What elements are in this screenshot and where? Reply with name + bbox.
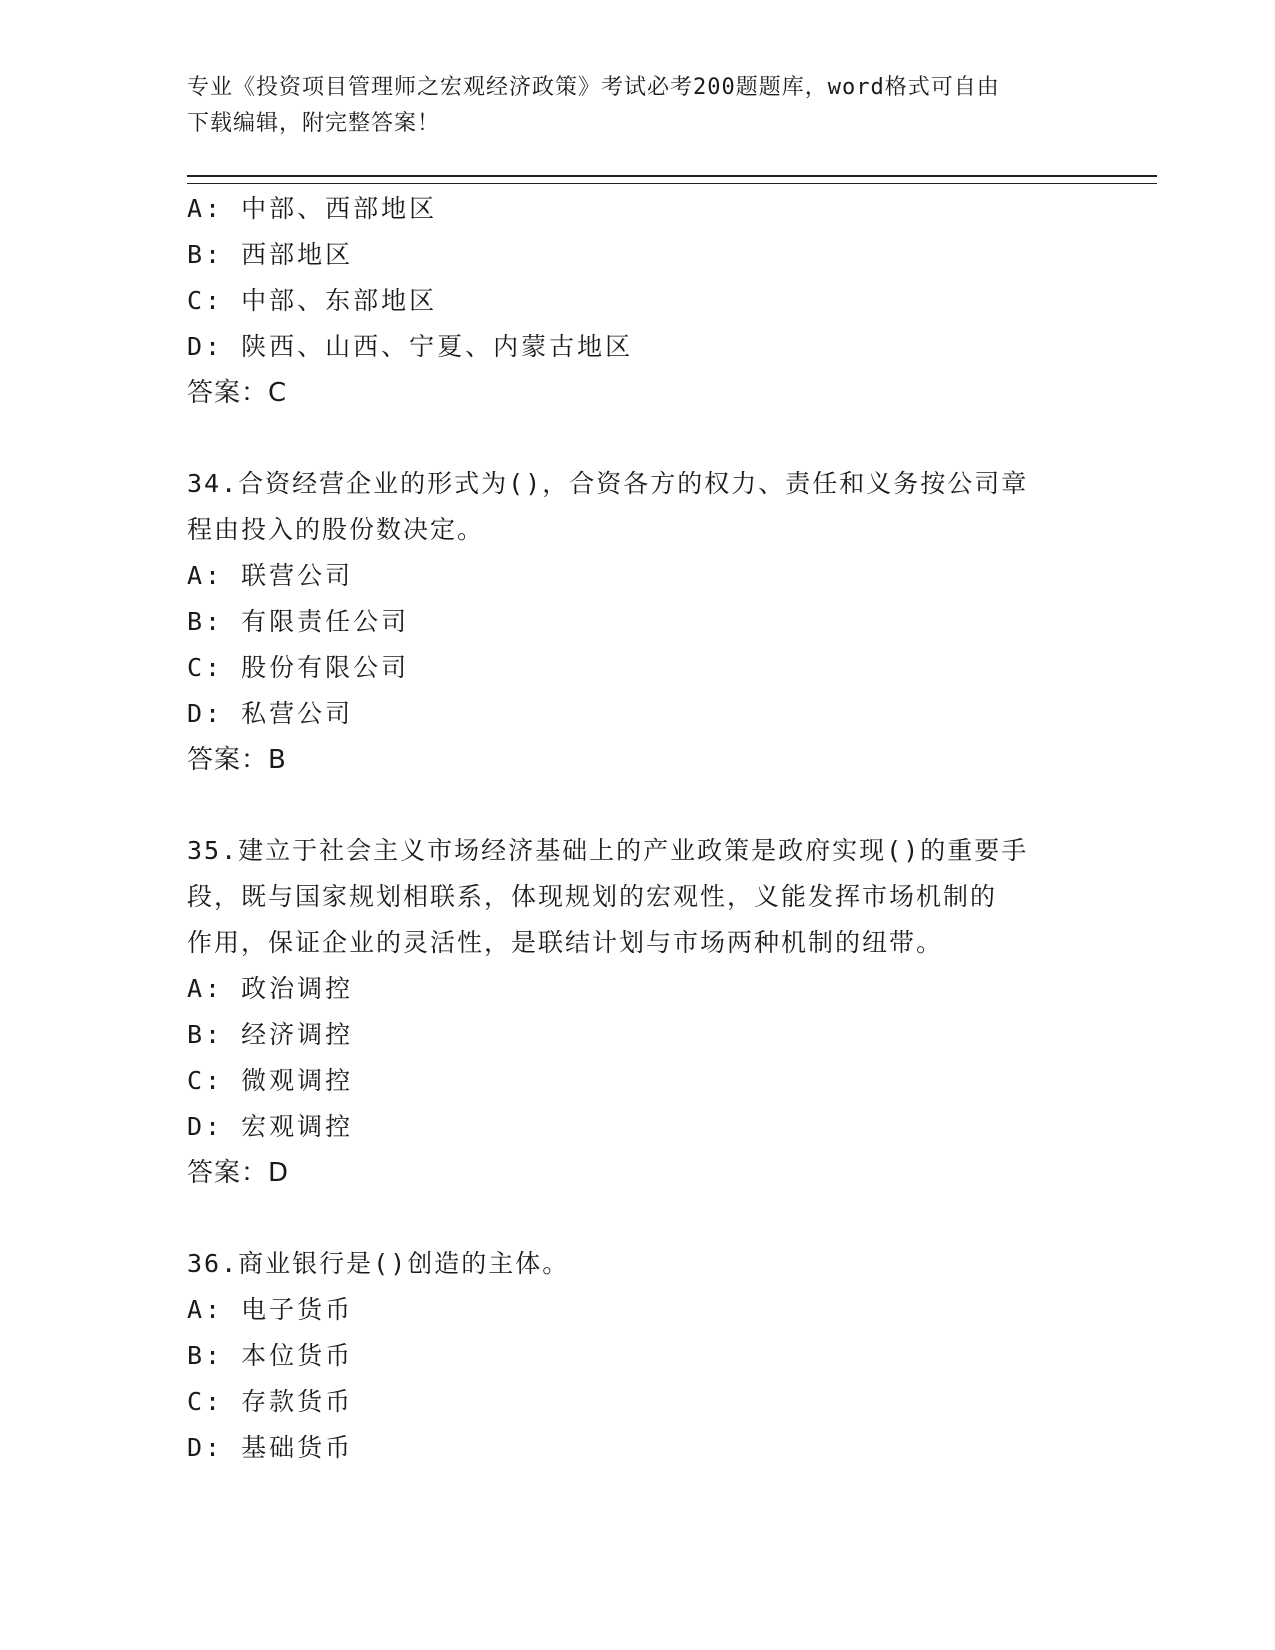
question-stem: 35.建立于社会主义市场经济基础上的产业政策是政府实现()的重要手 — [187, 836, 1029, 865]
option-c: C: 微观调控 — [187, 1066, 354, 1095]
option-d: D: 私营公司 — [187, 699, 354, 728]
option-d: D: 陕西、山西、宁夏、内蒙古地区 — [187, 332, 634, 361]
question-stem: 段，既与国家规划相联系，体现规划的宏观性，义能发挥市场机制的 — [187, 882, 998, 911]
question-stem: 作用，保证企业的灵活性，是联结计划与市场两种机制的纽带。 — [187, 928, 944, 957]
question-list — [187, 186, 1087, 1471]
question-stem: 36.商业银行是()创造的主体。 — [187, 1249, 570, 1278]
question-stem: 程由投入的股份数决定。 — [187, 515, 485, 544]
option-b: B: 本位货币 — [187, 1341, 354, 1370]
option-c: C: 中部、东部地区 — [187, 286, 438, 315]
document-header — [187, 70, 1077, 142]
answer: 答案：C — [187, 378, 288, 408]
question-34 — [187, 461, 1087, 783]
question-33 — [187, 186, 1087, 416]
answer: 答案：B — [187, 745, 287, 775]
option-a: A: 政治调控 — [187, 974, 354, 1003]
question-stem: 34.合资经营企业的形式为()，合资各方的权力、责任和义务按公司章 — [187, 469, 1029, 498]
option-d: D: 宏观调控 — [187, 1112, 354, 1141]
header-divider — [187, 175, 1157, 184]
option-a: A: 中部、西部地区 — [187, 194, 438, 223]
option-b: B: 有限责任公司 — [187, 607, 410, 636]
option-b: B: 经济调控 — [187, 1020, 354, 1049]
option-a: A: 电子货币 — [187, 1295, 354, 1324]
header-line-2: 下载编辑，附完整答案！ — [187, 111, 441, 136]
question-35 — [187, 828, 1087, 1196]
option-a: A: 联营公司 — [187, 561, 354, 590]
answer: 答案：D — [187, 1158, 290, 1188]
header-line-1: 专业《投资项目管理师之宏观经济政策》考试必考200题题库，word格式可自由 — [187, 75, 1000, 100]
question-36 — [187, 1241, 1087, 1471]
option-d: D: 基础货币 — [187, 1433, 354, 1462]
option-b: B: 西部地区 — [187, 240, 354, 269]
option-c: C: 存款货币 — [187, 1387, 354, 1416]
option-c: C: 股份有限公司 — [187, 653, 410, 682]
